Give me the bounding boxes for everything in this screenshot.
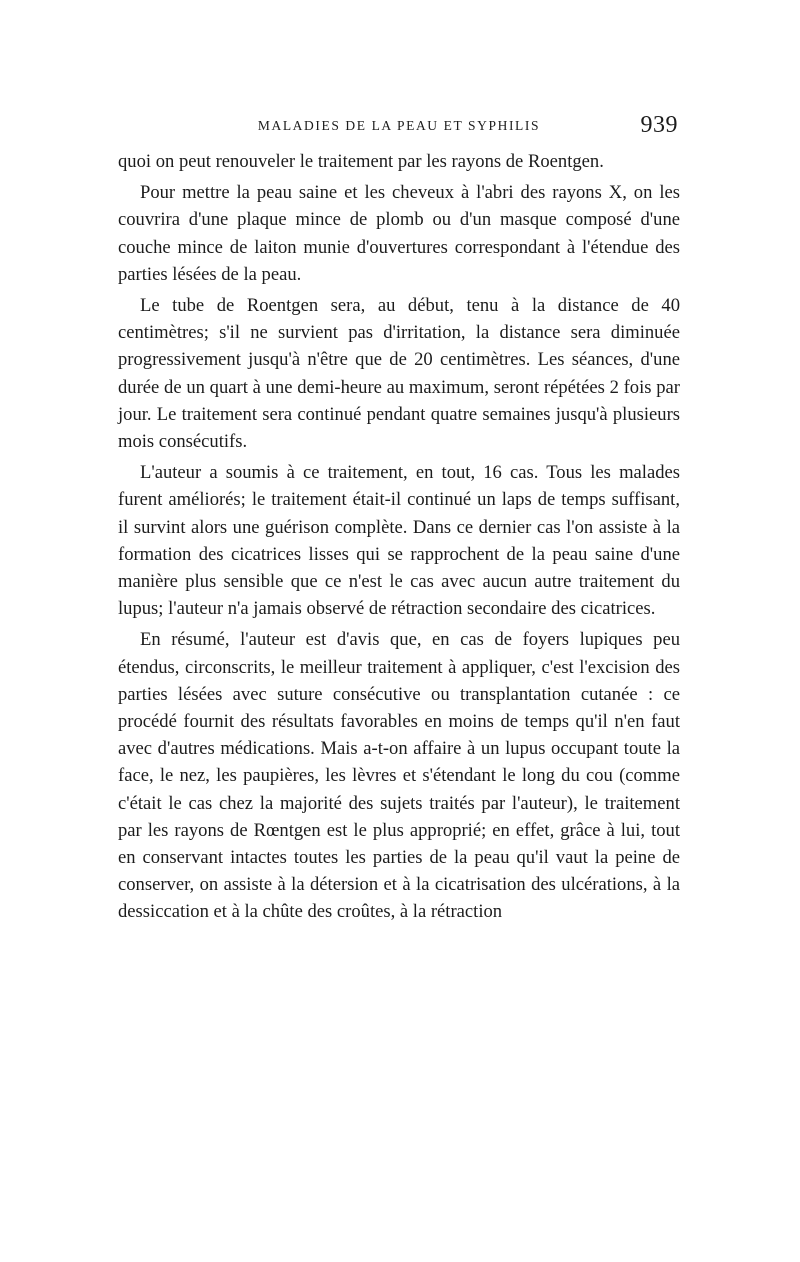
paragraph-tube-distance: Le tube de Roentgen sera, au début, tenu à la distance de 40 centimètres; s'il ne survient pas d'irritation, la distance sera diminuée progressivement jusqu'à n'être que de 20 centimètres. Les séances, d'une durée de un quart à une demi-heure au maximum, seront répétées 2 fois par jour. Le traitement sera continué pendant quatre semaines jusqu'à plusieurs mois consécutifs. [118, 295, 680, 453]
running-title: MALADIES DE LA PEAU ET SYPHILIS [257, 118, 541, 133]
paragraph-results: L'auteur a soumis à ce traitement, en tout, 16 cas. Tous les malades furent améliorés; le traitement était-il continué un laps de temps suffisant, il survint alors une guérison complète. Dans ce dernier cas l'on assiste à la formation des cicatrices lisses qui se rapprochent de la peau saine d'une manière plus sensible que ce n'est le cas avec aucun autre traitement du lupus; l'auteur n'a jamais observé de rétraction secondaire des cicatrices. [118, 462, 680, 620]
paragraph-continuation: quoi on peut renouveler le traitement par les rayons de Roentgen. [118, 151, 604, 172]
body-text [118, 148, 680, 930]
paragraph-summary: En résumé, l'auteur est d'avis que, en cas de foyers lupiques peu étendus, circonscrits, le meilleur traitement à appliquer, c'est l'excision des parties lésées avec suture consécutive ou transplantation cutanée : ce procédé fournit des résultats favorables en moins de temps qu'il n'en faut avec d'autres médications. Mais a-t-on affaire à un lupus occupant toute la face, le nez, les paupières, les lèvres et s'étendant le long du cou (comme c'était le cas chez la majorité des sujets traités par l'auteur), le traitement par les rayons de Rœntgen est le plus approprié; en effet, grâce à lui, tout en conservant intactes toutes les parties de la peau qu'il vaut la peine de conserver, on assiste à la détersion et à la cicatrisation des ulcérations, à la dessiccation et à la chûte des croûtes, à la rétraction [118, 629, 680, 923]
page-number: 939 [640, 112, 678, 138]
running-head [118, 112, 680, 142]
paragraph-protection: Pour mettre la peau saine et les cheveux à l'abri des rayons X, on les couvrira d'une plaque mince de plomb ou d'un masque composé d'une couche mince de laiton munie d'ouvertures correspondant à l'étendue des parties lésées de la peau. [118, 182, 680, 285]
